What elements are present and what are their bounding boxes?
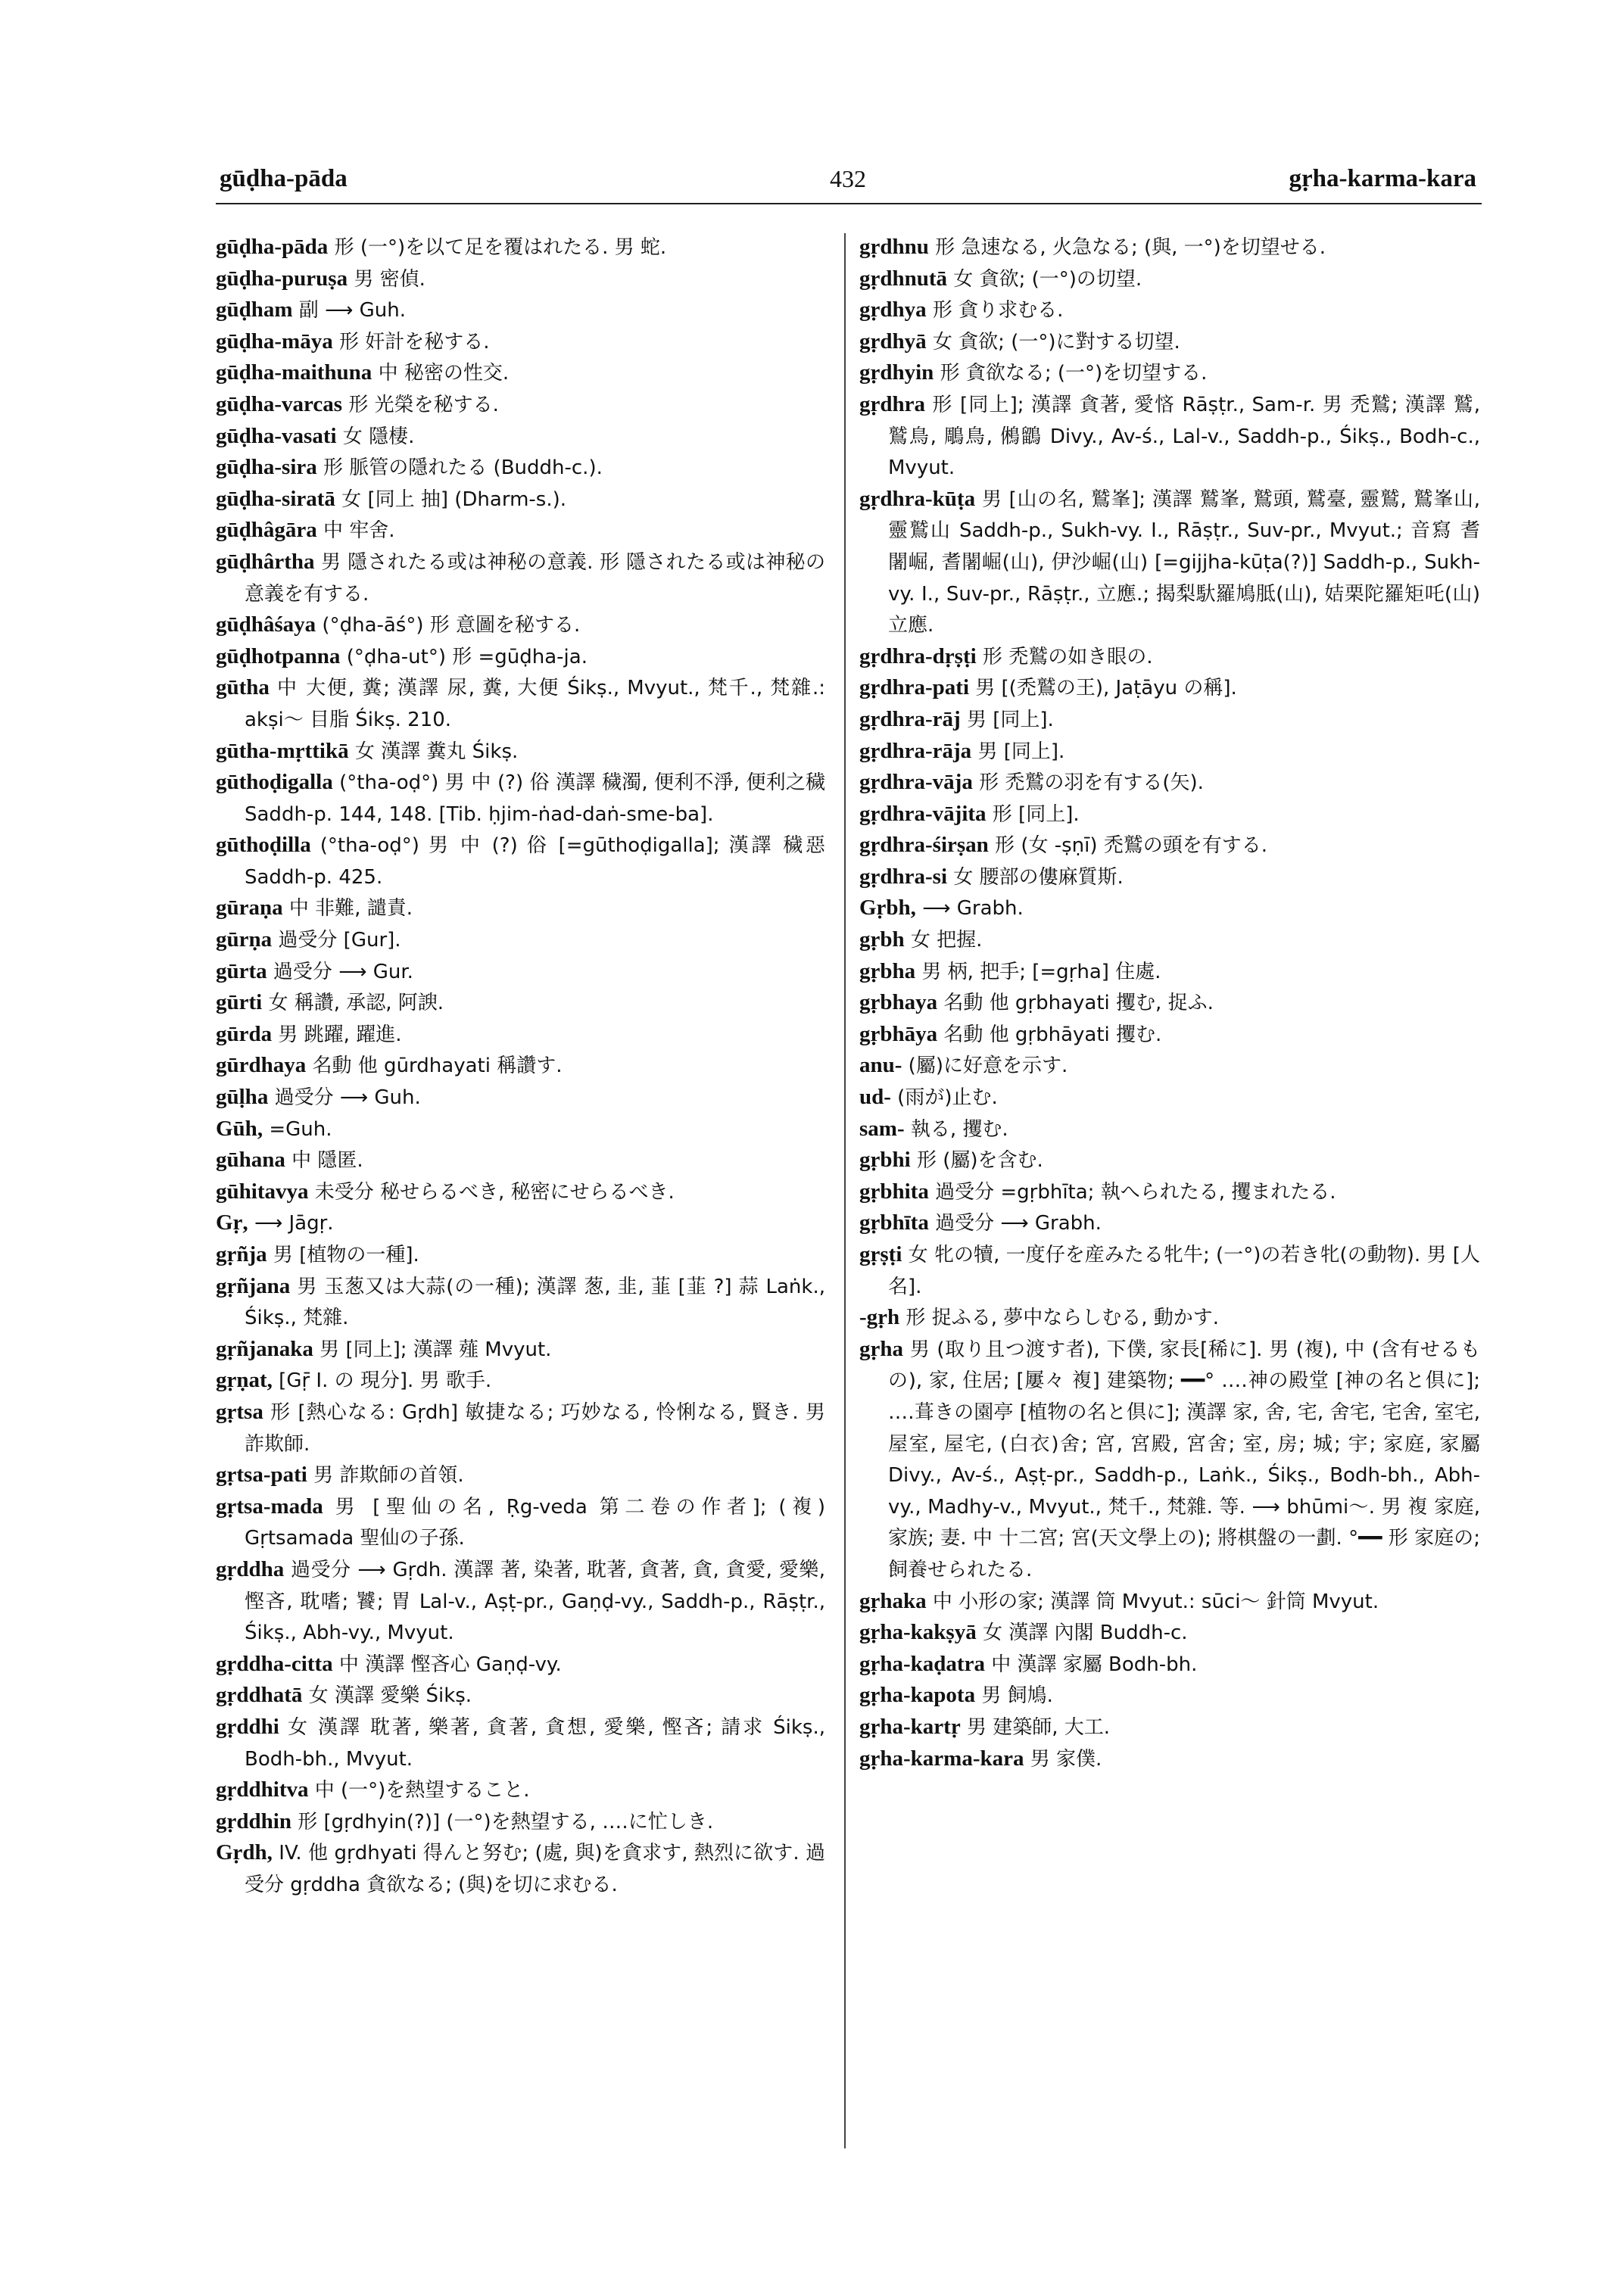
entry-definition: 女 隱棲. [336, 425, 415, 448]
entry-definition: 男 飼鳩. [975, 1684, 1053, 1708]
entry-headword: gṛha-kaḍatra [859, 1651, 985, 1676]
entry-definition: 名動 他 gūrdhayati 稱讚す. [306, 1055, 563, 1078]
dictionary-entry [859, 704, 1480, 736]
entry-definition: 男 [同上]; 漢譯 薤 Mvyut. [313, 1338, 552, 1361]
entry-headword: gṛha-kapota [859, 1683, 976, 1708]
entry-headword: gṛha-karma-kara [859, 1746, 1024, 1771]
entry-definition: (°tha-oḍ°) 男 中 (?) 俗 漢譯 穢濁, 便利不淨, 便利之穢 Saddh-p. 144, 148. [Tib. ḥjim-ṅad-daṅ-sme-ba]. [245, 771, 825, 826]
entry-headword: gṛṇat, [216, 1368, 273, 1393]
entry-definition: 形 (屬)を含む. [910, 1149, 1043, 1173]
entry-headword: gṛdhra-kūṭa [859, 486, 976, 511]
dictionary-entry [216, 357, 825, 389]
dictionary-entry [859, 893, 1480, 924]
dictionary-entry [859, 357, 1480, 389]
left-column [216, 232, 825, 1900]
entry-definition: 女 [同上 抽] (Dharm-s.). [335, 488, 567, 511]
dictionary-entry [216, 736, 825, 768]
dictionary-entry [859, 641, 1480, 673]
page-number: 432 [830, 165, 866, 192]
header-right-guideword: gṛha-karma-kara [1289, 165, 1476, 192]
entry-definition: 中 漢譯 家屬 Bodh-bh. [984, 1653, 1198, 1676]
entry-definition: 形 貪り求むる. [926, 299, 1064, 322]
entry-definition: 男 建築師, 大工. [960, 1715, 1111, 1739]
entry-headword: gūrdhaya [216, 1053, 307, 1078]
entry-headword: gūtha [216, 675, 270, 700]
dictionary-entry [859, 987, 1480, 1019]
dictionary-entry [216, 1649, 825, 1681]
entry-headword: Gṛdh, [216, 1840, 273, 1865]
entry-headword: Gṛ, [216, 1210, 248, 1235]
entry-headword: gṛdhnu [859, 235, 929, 259]
dictionary-entry [216, 1554, 825, 1649]
entry-definition: 男 [同上]. [971, 740, 1065, 763]
dictionary-entry [216, 232, 825, 263]
entry-definition: 過受分 =gṛbhīta; 執へられたる, 攫まれたる. [928, 1180, 1336, 1204]
entry-headword: gṛbhāya [859, 1021, 938, 1046]
entry-headword: gṛdhra-vājita [859, 801, 987, 826]
dictionary-entry [216, 1334, 825, 1366]
entry-headword: gṛddha [216, 1556, 285, 1581]
entry-definition: 未受分 秘せらるべき, 秘密にせらるべき. [308, 1180, 675, 1204]
dictionary-entry [216, 609, 825, 641]
dictionary-entry [216, 326, 825, 358]
entry-definition: 形 急速なる, 火急なる; (與, 一°)を切望せる. [928, 236, 1326, 259]
entry-definition: IV. 他 gṛdhyati 得んと努む; (處, 與)を貪求す, 熱烈に欲す. 過受分 gṛddha 貪欲なる; (與)を切に求むる. [245, 1842, 825, 1896]
entry-definition: 女 漢譯 愛樂 Śikṣ. [302, 1684, 472, 1708]
dictionary-entry [216, 1491, 825, 1554]
dictionary-entry [216, 1176, 825, 1208]
dictionary-entry [216, 1806, 825, 1838]
entry-headword: gūrṇa [216, 927, 273, 952]
entry-definition: 形 [同上]. [986, 802, 1080, 826]
entry-definition: 女 牝の犢, 一度仔を産みたる牝牛; (一°)の若き牝(の動物). 男 [人名]. [888, 1244, 1480, 1298]
dictionary-entry [216, 1837, 825, 1900]
entry-definition: 女 把握. [904, 929, 983, 952]
entry-headword: gṛdhya [859, 298, 927, 322]
entry-headword: gūḍham [216, 298, 293, 322]
dictionary-entry [216, 1774, 825, 1806]
dictionary-entry [216, 1365, 825, 1397]
entry-headword: gūtha-mṛttikā [216, 738, 349, 763]
entry-headword: gūḍhârtha [216, 549, 315, 574]
entry-headword: gṛñjana [216, 1273, 291, 1298]
entry-headword: gūḍha-vasati [216, 423, 337, 448]
dictionary-entry [216, 484, 825, 516]
entry-definition: 中 非難, 譴責. [282, 897, 413, 921]
dictionary-entry [216, 1239, 825, 1271]
dictionary-entry [216, 672, 825, 735]
header-rule [216, 203, 1482, 204]
entry-headword: gṛtsa [216, 1399, 263, 1424]
entry-definition: 形 脈管の隱れたる (Buddh-c.). [316, 456, 603, 480]
entry-definition: 中 小形の家; 漢譯 筒 Mvyut.: sūci〜 針筒 Mvyut. [926, 1590, 1379, 1613]
entry-headword: gṛdhyin [859, 360, 934, 385]
entry-definition: 形 [同上]; 漢譯 貪著, 愛悋 Rāṣṭr., Sam-r. 男 禿鷲; 漢譯 鷲, 鷲鳥, 鵰鳥, 鵂鶹 Divy., Av-ś., Lal-v., Saddh-p., Śikṣ., Bodh-c., Mvyut. [888, 393, 1480, 480]
entry-headword: gūhitavya [216, 1179, 309, 1204]
entry-definition: 執る, 攫む. [904, 1117, 1008, 1141]
entry-definition: 形 禿鷲の羽を有する(矢). [972, 771, 1204, 795]
dictionary-entry [216, 294, 825, 326]
entry-definition: 形 禿鷲の如き眼の. [976, 645, 1153, 668]
entry-definition: 中 (一°)を熱望すること. [308, 1779, 530, 1802]
dictionary-entry [859, 263, 1480, 295]
dictionary-entry [216, 1460, 825, 1491]
dictionary-entry [859, 1050, 1480, 1082]
entry-definition: 過受分 ⟶ Gur. [267, 960, 413, 983]
dictionary-entry [859, 326, 1480, 358]
entry-headword: gṛdhra-rāja [859, 738, 972, 763]
dictionary-entry [859, 1680, 1480, 1712]
dictionary-entry [216, 547, 825, 609]
entry-headword: Gṛbh, [859, 896, 916, 921]
entry-headword: -gṛh [859, 1305, 900, 1330]
dictionary-entry [216, 641, 825, 673]
entry-definition: ⟶ Grabh. [915, 897, 1024, 921]
dictionary-entry [859, 1712, 1480, 1743]
entry-definition: (°ḍha-ut°) 形 =gūḍha-ja. [340, 645, 588, 668]
entry-definition: 女 稱讚, 承認, 阿諛. [262, 992, 444, 1015]
dictionary-entry [216, 1397, 825, 1460]
entry-headword: gūḍhâgāra [216, 518, 317, 543]
entry-headword: gṛha [859, 1336, 903, 1361]
entry-headword: gūraṇa [216, 896, 283, 921]
entry-headword: gūthoḍigalla [216, 770, 333, 795]
dictionary-entry [216, 263, 825, 295]
entry-headword: gūthoḍilla [216, 833, 311, 858]
dictionary-entry [216, 1207, 825, 1239]
entry-definition: 女 貪欲; (一°)に對する切望. [926, 330, 1180, 354]
dictionary-entry [859, 1176, 1480, 1208]
entry-headword: gṛha-kakṣyā [859, 1620, 977, 1645]
entry-definition: 過受分 ⟶ Grabh. [928, 1212, 1102, 1235]
dictionary-entry [216, 1271, 825, 1334]
entry-definition: 名動 他 gṛbhayati 攫む, 捉ふ. [937, 992, 1214, 1015]
entry-definition: 中 隱匿. [285, 1149, 363, 1173]
entry-headword: gṛñja [216, 1242, 267, 1266]
entry-headword: gṛbhita [859, 1179, 929, 1204]
entry-headword: gūḍhâśaya [216, 612, 316, 637]
entry-headword: gṛdhra-pati [859, 675, 969, 700]
entry-definition: 男 [同上]. [960, 708, 1054, 731]
dictionary-entry [859, 1617, 1480, 1649]
entry-headword: gṛbhi [859, 1148, 911, 1173]
entry-definition: 男 密偵. [348, 267, 425, 291]
entry-headword: gṛdhyā [859, 329, 927, 354]
dictionary-entry [859, 736, 1480, 768]
entry-headword: gūḷha [216, 1085, 269, 1110]
entry-definition: (屬)に好意を示す. [902, 1055, 1068, 1078]
dictionary-entry [859, 924, 1480, 956]
entry-headword: gūḍha-siratā [216, 486, 335, 511]
dictionary-entry [859, 1743, 1480, 1775]
entry-headword: gṛddhin [216, 1809, 291, 1833]
entry-headword: gṛṣṭi [859, 1242, 902, 1266]
entry-definition: =Guh. [263, 1117, 332, 1141]
entry-definition: 男 (取り且つ渡す者), 下僕, 家長[稀に]. 男 (複), 中 (含有せるもの), 家, 住居; [屢々 複] 建築物; ━━° ‥‥神の殿堂 [神の名と倶に]; ‥‥葺きの園亭 [植物の名と倶に]; 漢譯 家, 舍, 宅, 舍宅, 宅舍, 室宅, 屋室, 屋宅, (白衣)舍; 宮, 宮殿, 宮舍; 室, 房; 城; 宇; 家庭, 家屬 Divy., Av-ś., Aṣṭ-pr., Saddh-p., Laṅk., Śikṣ., Bodh-bh., Abh-vy., Madhy-v., Mvyut., 梵千., 梵雜. 等. ⟶ bhūmi〜. 男 複 家庭, 家族; 妻. 中 十二宮; 宮(天文學上の); 將棋盤の一劃. °━━ 形 家庭の; 飼養せられたる. [888, 1338, 1480, 1581]
entry-headword: gṛbh [859, 927, 905, 952]
entry-definition: (°tha-oḍ°) 男 中 (?) 俗 [=gūthoḍigalla]; 漢譯 穢惡 Saddh-p. 425. [245, 834, 825, 889]
dictionary-entry [859, 294, 1480, 326]
dictionary-entry [216, 389, 825, 421]
entry-definition: 形 [熱心なる: Gṛdh] 敏捷なる; 巧妙なる, 怜悧なる, 賢き. 男 詐欺師. [245, 1400, 825, 1456]
dictionary-entry [216, 1050, 825, 1082]
entry-headword: gūrta [216, 958, 267, 983]
entry-headword: ud- [859, 1085, 891, 1110]
dictionary-entry [216, 924, 825, 956]
entry-headword: gṛddhi [216, 1714, 279, 1739]
header-left-guideword: gūḍha-pāda [220, 165, 348, 192]
entry-definition: 形 (女 -ṣṇī) 禿鷲の頭を有する. [988, 834, 1268, 858]
entry-definition: 男 [聖仙の名, Ṛg-veda 第二卷の作者]; (複) Gṛtsamada 聖仙の子孫. [245, 1495, 825, 1550]
entry-headword: gṛdhra [859, 391, 925, 416]
entry-headword: gṛbhīta [859, 1210, 929, 1235]
entry-definition: ⟶ Jāgṛ. [248, 1212, 334, 1235]
entry-headword: Gūh, [216, 1116, 263, 1141]
dictionary-entry [216, 1082, 825, 1114]
entry-headword: gṛddhatā [216, 1683, 303, 1708]
entry-definition: 中 大便, 糞; 漢譯 尿, 糞, 大便 Śikṣ., Mvyut., 梵千., 梵雜.: akṣi〜 目脂 Śikṣ. 210. [245, 677, 825, 731]
entry-headword: gṛdhra-rāj [859, 706, 961, 731]
entry-headword: gūḍha-sira [216, 455, 317, 480]
entry-definition: 男 [植物の一種]. [267, 1244, 419, 1266]
dictionary-entry [859, 767, 1480, 799]
entry-headword: gūrda [216, 1021, 273, 1046]
entry-definition: 形 貪欲なる; (一°)を切望する. [934, 362, 1208, 385]
entry-definition: (雨が)止む. [890, 1086, 998, 1110]
entry-definition: 女 漢譯 糞丸 Śikṣ. [348, 740, 519, 763]
column-divider [844, 233, 846, 2148]
entry-headword: gṛha-kartṛ [859, 1714, 961, 1739]
entry-headword: gūḍha-puruṣa [216, 266, 348, 291]
entry-definition: 男 [山の名, 鷲峯]; 漢譯 鷲峯, 鷲頭, 鷲臺, 靈鷲, 鷲峯山, 靈鷲山 Saddh-p., Sukh-vy. I., Rāṣṭr., Suv-pr., Mvyut.; 音寫 耆闍崛, 耆闍崛(山), 伊沙崛(山) [=gijjha-kūṭa(?)] Saddh-p., Sukh-vy. I., Suv-pr., Rāṣṭr., 立應.; 揭梨馱羅鳩胝(山), 姞栗陀羅矩吒(山) 立應. [888, 488, 1480, 637]
entry-definition: 女 腰部の僂麻質斯. [947, 865, 1124, 889]
dictionary-entry [216, 767, 825, 830]
entry-headword: gṛdhra-si [859, 864, 947, 889]
entry-definition: 名動 他 gṛbhāyati 攫む. [937, 1023, 1162, 1046]
dictionary-entry [216, 830, 825, 893]
dictionary-entry [859, 1207, 1480, 1239]
page-header [220, 165, 1476, 203]
dictionary-entry [859, 1114, 1480, 1145]
dictionary-entry [216, 1712, 825, 1774]
entry-definition: 形 (一°)を以て足を覆はれたる. 男 蛇. [328, 236, 667, 259]
entry-definition: 副 ⟶ Guh. [292, 299, 406, 322]
dictionary-entry [216, 987, 825, 1019]
entry-headword: gṛhaka [859, 1588, 927, 1613]
entry-headword: gūḍha-māya [216, 329, 333, 354]
entry-headword: gūḍha-maithuna [216, 360, 372, 385]
entry-definition: 中 牢舍. [316, 519, 395, 543]
entry-definition: 男 柄, 把手; [=gṛha] 住處. [915, 960, 1161, 983]
dictionary-entry [216, 421, 825, 453]
dictionary-entry [859, 484, 1480, 641]
dictionary-entry [859, 799, 1480, 830]
entry-definition: 男 家僕. [1024, 1747, 1102, 1771]
entry-headword: gṛdhra-śirṣan [859, 833, 989, 858]
dictionary-entry [859, 956, 1480, 988]
dictionary-entry [216, 893, 825, 924]
entry-headword: gṛbha [859, 958, 916, 983]
entry-definition: 男 隱されたる或は神秘の意義. 形 隱されたる或は神秘の意義を有する. [245, 550, 825, 606]
entry-headword: anu- [859, 1053, 902, 1078]
right-column [859, 232, 1480, 1774]
dictionary-entry [859, 1239, 1480, 1302]
entry-headword: gṛbhaya [859, 990, 938, 1015]
entry-headword: gṛddhitva [216, 1777, 309, 1802]
entry-headword: gūḍhotpanna [216, 643, 341, 668]
entry-definition: 形 捉ふる, 夢中ならしむる, 動かす. [899, 1307, 1220, 1330]
dictionary-entry [859, 861, 1480, 893]
dictionary-entry [216, 1680, 825, 1712]
dictionary-entry [859, 1082, 1480, 1114]
entry-headword: gṛdhnutā [859, 266, 948, 291]
dictionary-entry [859, 389, 1480, 484]
entry-definition: 男 玉葱又は大蒜(の一種); 漢譯 葱, 韭, 韮 [韮 ?] 蒜 Laṅk., Śikṣ., 梵雜. [245, 1275, 825, 1330]
entry-definition: 男 [(禿鷲の王), Jaṭāyu の稱]. [969, 677, 1237, 700]
dictionary-entry [859, 1586, 1480, 1618]
entry-definition: [Gṝ I. の 現分]. 男 歌手. [272, 1369, 492, 1393]
dictionary-entry [216, 515, 825, 547]
entry-headword: gṛtsa-pati [216, 1463, 307, 1488]
entry-definition: 女 漢譯 內閣 Buddh-c. [976, 1622, 1188, 1645]
entry-headword: gūḍha-pāda [216, 235, 329, 259]
entry-headword: gūḍha-varcas [216, 391, 343, 416]
dictionary-entry [859, 1649, 1480, 1681]
dictionary-entry [216, 956, 825, 988]
entry-headword: gṛdhra-vāja [859, 770, 973, 795]
entry-definition: 過受分 [Gur]. [272, 929, 401, 952]
entry-definition: 男 詐欺師の首領. [307, 1464, 464, 1488]
entry-definition: 過受分 ⟶ Gṛdh. 漢譯 著, 染著, 耽著, 貪著, 貪, 貪愛, 愛樂, 慳吝, 耽嗜; 饕; 胃 Lal-v., Aṣṭ-pr., Gaṇḍ-vy., Saddh-p., Rāṣṭr., Śikṣ., Abh-vy., Mvyut. [245, 1558, 825, 1645]
entry-definition: 中 漢譯 慳吝心 Gaṇḍ-vy. [332, 1653, 562, 1676]
dictionary-entry [859, 830, 1480, 861]
entry-headword: gṛdhra-dṛṣṭi [859, 643, 977, 668]
dictionary-entry [216, 452, 825, 484]
entry-definition: 中 秘密の性交. [372, 362, 510, 385]
dictionary-entry [859, 672, 1480, 704]
dictionary-entry [859, 1145, 1480, 1176]
entry-headword: gūhana [216, 1148, 285, 1173]
dictionary-entry [859, 232, 1480, 263]
entry-headword: gṛddha-citta [216, 1651, 333, 1676]
entry-definition: 形 奸計を秘する. [332, 330, 490, 354]
entry-definition: 過受分 ⟶ Guh. [268, 1086, 421, 1110]
entry-headword: sam- [859, 1116, 905, 1141]
entry-definition: (°ḍha-āś°) 形 意圖を秘する. [316, 614, 581, 637]
entry-definition: 男 跳躍, 躍進. [272, 1023, 402, 1046]
entry-definition: 女 貪欲; (一°)の切望. [947, 267, 1142, 291]
dictionary-entry [216, 1019, 825, 1051]
entry-definition: 女 漢譯 耽著, 樂著, 貪著, 貪想, 愛樂, 慳吝; 請求 Śikṣ., Bodh-bh., Mvyut. [245, 1715, 825, 1771]
entry-headword: gūrti [216, 990, 263, 1015]
dictionary-entry [859, 1302, 1480, 1334]
entry-definition: 形 光榮を秘する. [342, 393, 499, 416]
dictionary-entry [859, 1334, 1480, 1586]
dictionary-entry [859, 1019, 1480, 1051]
entry-headword: gṛtsa-mada [216, 1494, 323, 1519]
entry-headword: gṛñjanaka [216, 1336, 313, 1361]
dictionary-entry [216, 1145, 825, 1176]
entry-definition: 形 [gṛdhyin(?)] (一°)を熱望する, ‥‥に忙しき. [291, 1810, 714, 1833]
dictionary-entry [216, 1114, 825, 1145]
